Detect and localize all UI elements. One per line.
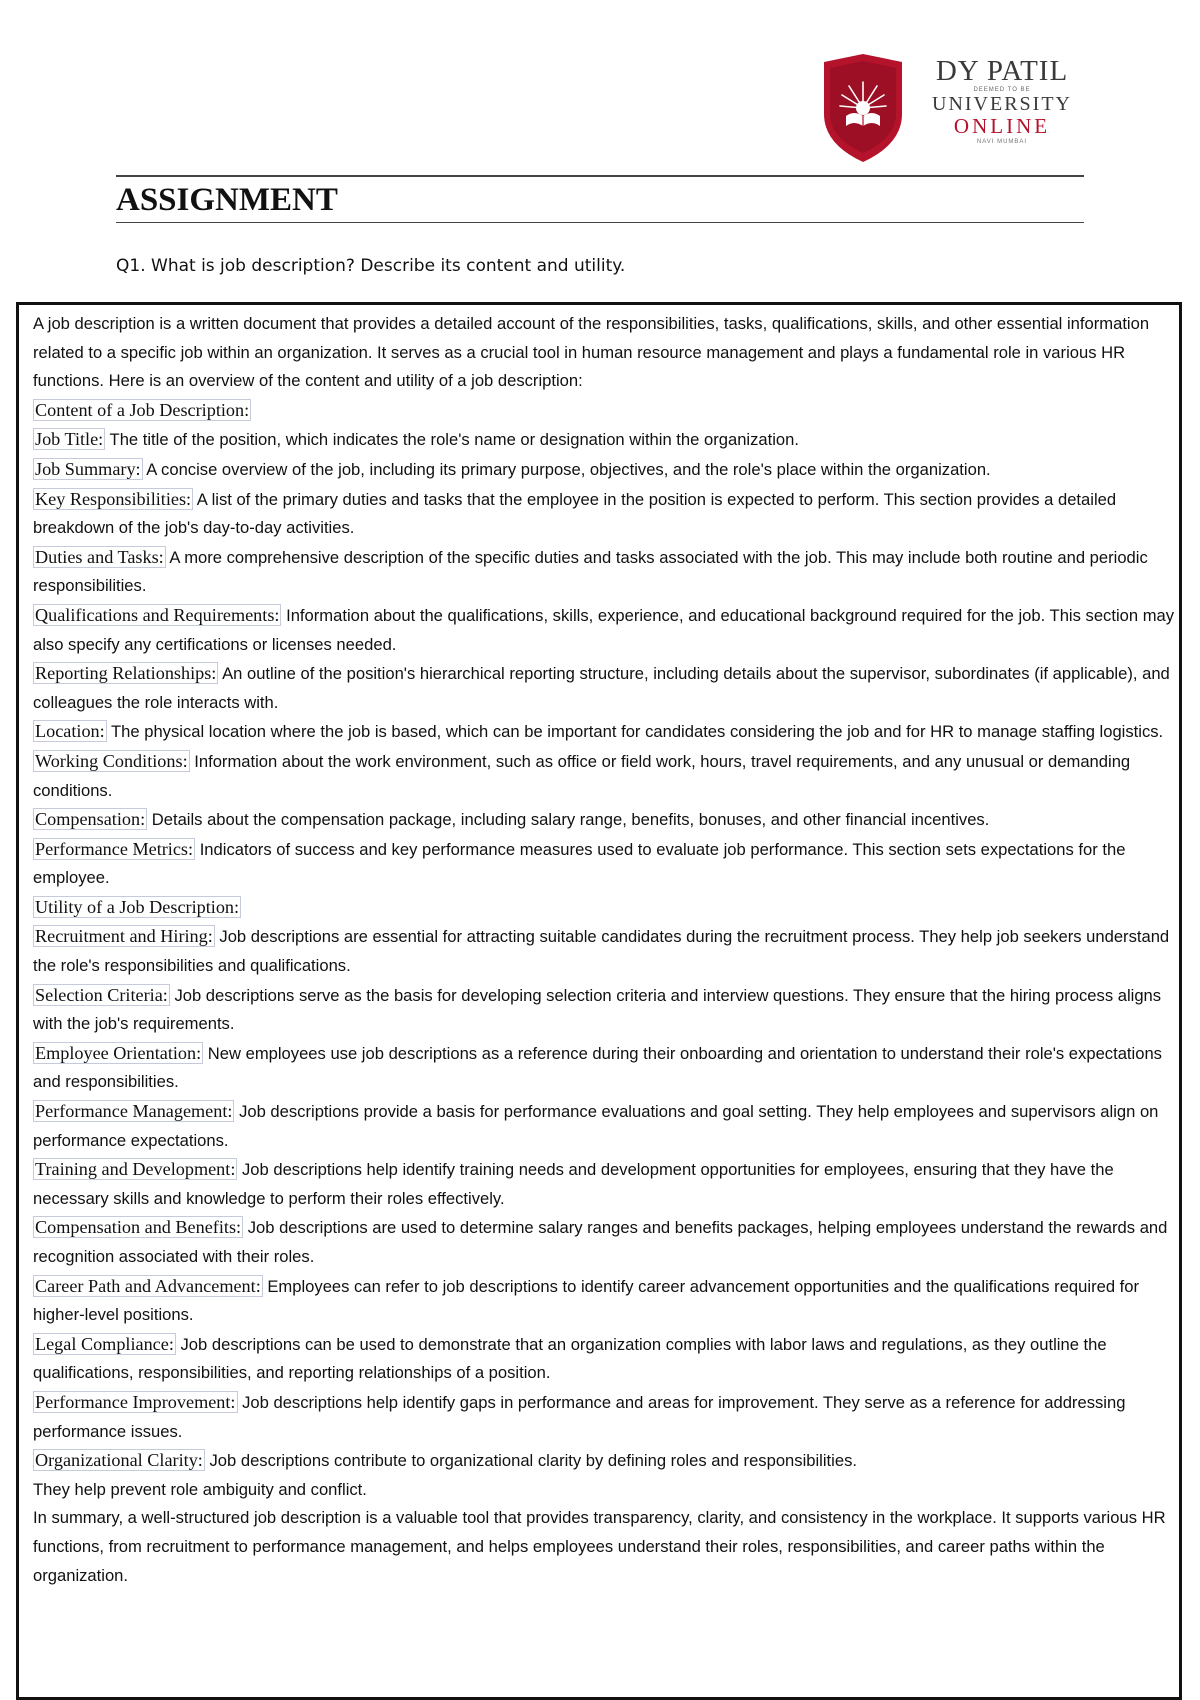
- list-item: [33, 1039, 1178, 1097]
- item-text: Job descriptions help identify gaps in performance and areas for improvement. They serve as a reference for addressing performance issues.: [33, 1392, 1126, 1441]
- item-text: A list of the primary duties and tasks that the employee in the position is expected to perform. This section provides a detailed breakdown of the job's day-to-day activities.: [33, 489, 1117, 538]
- list-item: [33, 455, 1178, 485]
- item-term: Selection Criteria:: [35, 984, 168, 1005]
- list-item: [33, 601, 1178, 659]
- list-item: [33, 425, 1178, 455]
- utility-heading-label: Utility of a Job Description:: [35, 896, 240, 917]
- answer-box: [16, 302, 1182, 1700]
- item-term: Career Path and Advancement:: [35, 1275, 261, 1296]
- item-term: Location:: [35, 721, 105, 742]
- item-text: A more comprehensive description of the specific duties and tasks associated with the job. This may include both routine and periodic responsibilities.: [33, 547, 1148, 596]
- list-item: [33, 1097, 1178, 1155]
- list-item: [33, 981, 1178, 1039]
- item-text: Job descriptions are essential for attracting suitable candidates during the recruitment process. They help job seekers understand the role's responsibilities and qualifications.: [33, 927, 1170, 976]
- item-text: Job descriptions provide a basis for performance evaluations and goal setting. They help employees and supervisors align on performance expectations.: [33, 1102, 1159, 1150]
- item-term: Working Conditions:: [35, 750, 188, 771]
- question-text: Q1. What is job description? Describe its content and utility.: [116, 256, 626, 276]
- list-item: [33, 1213, 1178, 1271]
- logo-deemed-text: DEEMED TO BE: [973, 87, 1031, 93]
- item-text: Job descriptions serve as the basis for developing selection criteria and interview questions. They ensure that the hiring process aligns with the job's requirements.: [33, 985, 1162, 1034]
- answer-text: [33, 310, 1178, 1590]
- item-term: Job Summary:: [35, 458, 141, 479]
- list-item: [33, 1330, 1178, 1388]
- answer-summary: In summary, a well-structured job description is a valuable tool that provides transparency, clarity, and consistency in the workplace. It supports various HR functions, from recruitment to performance management, and helps employees understand their roles, responsibilities, and career paths within the organization.: [33, 1508, 1166, 1585]
- content-list: [33, 425, 1178, 893]
- list-item: [33, 485, 1178, 543]
- utility-heading: [33, 893, 1178, 923]
- title-rule-bottom: [116, 222, 1084, 223]
- item-text: An outline of the position's hierarchical reporting structure, including details about the supervisor, subordinates (if applicable), and colleagues the role interacts with.: [33, 664, 1170, 712]
- title-rule-top: [116, 175, 1084, 177]
- item-text: Job descriptions help identify training needs and development opportunities for employees, ensuring that they have the necessary skills and knowledge to perform their roles effectively.: [33, 1160, 1114, 1208]
- item-text: New employees use job descriptions as a reference during their onboarding and orientation to understand their role's expectations and responsibilities.: [33, 1043, 1162, 1092]
- item-text: Job descriptions are used to determine salary ranges and benefits packages, helping employees understand the rewards and recognition associated with their roles.: [33, 1218, 1168, 1266]
- item-text: A concise overview of the job, including its primary purpose, objectives, and the role's place within the organization.: [142, 459, 991, 479]
- clarity-followup: They help prevent role ambiguity and conflict.: [33, 1479, 367, 1499]
- logo-online: ONLINE: [953, 114, 1051, 138]
- item-text: The physical location where the job is based, which can be important for candidates considering the job and for HR to manage staffing logistics.: [106, 722, 1164, 742]
- list-item: [33, 747, 1178, 805]
- item-term: Performance Improvement:: [35, 1391, 236, 1412]
- item-term: Recruitment and Hiring:: [35, 926, 213, 947]
- item-term: Organizational Clarity:: [35, 1450, 203, 1471]
- list-item: [33, 1272, 1178, 1330]
- item-text: Information about the qualifications, skills, experience, and educational background required for the job. This section may also specify any certifications or licenses needed.: [33, 605, 1175, 654]
- item-term: Duties and Tasks:: [35, 546, 164, 567]
- item-term: Performance Metrics:: [35, 838, 194, 859]
- answer-intro: A job description is a written document that provides a detailed account of the responsibilities, tasks, qualifications, skills, and other essential information related to a specific job within an organization. It serves as a crucial tool in human resource management and plays a fundamental role in various HR functions. Here is an overview of the content and utility of a job description:: [33, 314, 1150, 391]
- item-text: Job descriptions can be used to demonstrate that an organization complies with labor laws and regulations, as they outline the qualifications, responsibilities, and reporting relationships of a position.: [33, 1334, 1107, 1383]
- item-term: Performance Management:: [35, 1101, 233, 1122]
- item-text: Employees can refer to job descriptions to identify career advancement opportunities and the qualifications required for higher-level positions.: [33, 1276, 1140, 1325]
- list-item: [33, 1446, 1178, 1476]
- page-title: ASSIGNMENT: [116, 182, 338, 218]
- item-text: The title of the position, which indicates the role's name or designation within the organization.: [105, 430, 800, 450]
- item-term: Compensation and Benefits:: [35, 1217, 242, 1238]
- item-text: Indicators of success and key performance measures used to evaluate job performance. This section sets expectations for the employee.: [33, 839, 1126, 888]
- list-item: [33, 835, 1178, 893]
- item-term: Employee Orientation:: [35, 1042, 202, 1063]
- list-item: [33, 805, 1178, 835]
- item-term: Reporting Relationships:: [35, 663, 217, 684]
- list-item: [33, 717, 1178, 747]
- item-text: Job descriptions contribute to organizational clarity by defining roles and responsibilities.: [204, 1451, 857, 1471]
- item-term: Legal Compliance:: [35, 1333, 174, 1354]
- list-item: [33, 543, 1178, 601]
- item-term: Qualifications and Requirements:: [35, 604, 280, 625]
- list-item: [33, 1388, 1178, 1446]
- content-heading: [33, 396, 1178, 426]
- list-item: [33, 659, 1178, 717]
- logo-university: UNIVERSITY: [932, 93, 1072, 115]
- item-text: Details about the compensation package, including salary range, benefits, bonuses, and other financial incentives.: [147, 810, 990, 830]
- item-term: Job Title:: [35, 429, 104, 450]
- item-term: Training and Development:: [35, 1159, 236, 1180]
- shield-emblem-icon: [818, 52, 908, 164]
- logo-name: DY PATIL: [935, 55, 1069, 87]
- university-logo: [818, 52, 1090, 170]
- utility-list: [33, 922, 1178, 1475]
- item-term: Compensation:: [35, 809, 146, 830]
- logo-wordmark: [914, 56, 1090, 146]
- list-item: [33, 922, 1178, 980]
- list-item: [33, 1155, 1178, 1213]
- logo-city: NAVI MUMBAI: [976, 139, 1028, 145]
- content-heading-label: Content of a Job Description:: [35, 399, 250, 420]
- item-text: Information about the work environment, such as office or field work, hours, travel requirements, and any unusual or demanding conditions.: [33, 751, 1131, 800]
- item-term: Key Responsibilities:: [35, 488, 192, 509]
